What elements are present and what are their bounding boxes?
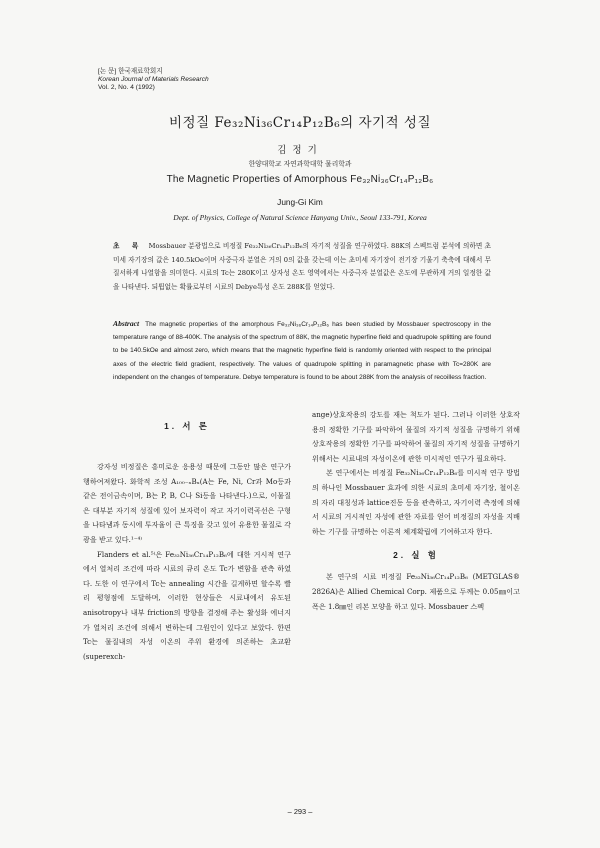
journal-volume: Vol. 2, No. 4 (1992) — [98, 84, 155, 91]
right-column — [312, 408, 520, 614]
experiment-paragraph-1: 본 연구의 시료 비정질 Fe₃₂Ni₃₆Cr₁₄P₁₂B₆ (METGLAS® 2826A)은 Allied Chemical Corp. 제품으로 두께는 0.05㎜이고 폭은 1.8㎜인 리본 모양을 하고 있다. Mossbauer 스펙 — [312, 572, 520, 611]
intro-paragraph-2: Flanders et al.⁵⁾은 Fe₃₂Ni₃₆Cr₁₄P₁₂B₆에 대한 거시적 연구에서 열처리 조건에 따라 시료의 큐리 온도 Tc가 변함을 관측 하였다. 도한 이 연구에서 Tc는 annealing 시간을 길게하면 할수록 빨리 평형점에 도달하며, 이러한 현상들은 시료내에서 유도된 anisotropy나 내부 friction의 방향을 결정해 주는 활성화 에너지가 열처리 조건에 의해서 변하는데 그원인이 있다고 보았다. 한편 Tc는 물질내의 자성 이온의 주위 환경에 의존하는 초교환(superexch- — [83, 549, 291, 661]
abstract-english — [113, 317, 491, 384]
journal-header — [98, 68, 209, 92]
abstract-korean-label: 초 록 — [113, 242, 144, 250]
affiliation-english: Dept. of Physics, College of Natural Science Hanyang Univ., Seoul 133-791, Korea — [173, 213, 427, 222]
abstract-english-text: The magnetic properties of the amorphous Fe₃₂Ni₃₆Cr₁₄P₁₂B₆ has been studied by Mossbauer spectroscopy in the temperature range of 88-400K. The analysis of the spectrum of 88K, the magnetic hyperfine field and quadrupole splitting are found to be 140.5kOe and almost zero, which means that the magnetic hyperfine field is randomly oriented with respect to the principal axes of the electric field gradient, respectively. The values of quadrupole splitting in paramagnetic phase with Tc=280K are independent on the changes of temperature. Debye temperature is found to be about 288K from the analysis of recoilless fraction. — [113, 321, 491, 381]
journal-line-english: Korean Journal of Materials Research — [98, 76, 209, 83]
paper-title-korean: 비정질 Fe₃₂Ni₃₆Cr₁₄P₁₂B₆의 자기적 성질 — [169, 115, 431, 131]
section-heading-introduction: 1. 서 론 — [164, 421, 210, 431]
intro-paragraph-3: ange)상호작용의 강도를 재는 척도가 된다. 그러나 이러한 상호작용의 정확한 기구를 파악하여 물질의 자기적 성질을 규명하기 위해 상호작용의 정확한 기구를 파악하여 물질의 자기적 성질을 규명하기 위해서는 시료내의 자성이온에 관한 미시적인 연구가 필요하다. — [312, 410, 520, 463]
abstract-korean-text: Mossbauer 분광법으로 비정질 Fe₃₂Ni₃₆Cr₁₄P₁₂B₆의 자기적 성질을 연구하였다. 88K의 스펙트럼 분석에 의하면 초미세 자기장의 값은 140.5kOe이며 사중극자 분열은 거의 0의 값을 갖는데 이는 초미세 자기장이 전기장 기울기 축축에 대해서 무질서하게 나열함을 의미한다. 시료의 Tc는 280K이고 상자성 온도 영역에서는 사중극자 분열값은 온도에 무관하게 거의 일정한 값을 나타낸다. 되튐없는 확률로부터 시료의 Debye특성 온도 288K를 얻었다. — [113, 242, 491, 291]
paper-title-english: The Magnetic Properties of Amorphous Fe₃₂Ni₃₆Cr₁₄P₁₂B₆ — [166, 174, 434, 185]
author-name-korean: 김정기 — [277, 145, 323, 156]
journal-line-korean: [논 문] 한국재료학회지 — [98, 68, 163, 75]
abstract-english-label: Abstract — [113, 319, 140, 328]
abstract-korean — [113, 240, 491, 294]
section-heading-experiment: 2. 실 험 — [393, 550, 439, 561]
affiliation-korean: 한양대학교 자연과학대학 물리학과 — [248, 160, 352, 168]
intro-paragraph-1: 강자성 비정질은 흥미로운 응용성 때문에 그동안 많은 연구가 행하여져왔다. 화학적 조성 A₁₀₀₋ₓBₓ(A는 Fe, Ni, Cr과 Mo등과 같은 전이금속이며, B는 P, B, C나 Si등을 나타낸다.)으로, 이물질은 대부분 자기적 성질에 있어 보자력이 작고 자기이력곡선은 구형을 나타냄과 동시에 투자율이 큰 특징을 갖고 있어 유용한 물질로 각광을 받고 있다.¹⁻⁴⁾ — [83, 462, 291, 544]
author-name-english: Jung-Gi Kim — [277, 197, 323, 207]
intro-paragraph-4: 본 연구에서는 비정질 Fe₃₂Ni₃₆Cr₁₄P₁₂B₆를 미시적 연구 방법의 하나인 Mossbauer 효과에 의한 시료의 초미세 자기장, 철이온의 자리 대칭성과 lattice진동 등을 관측하고, 자기이력 측정에 의해서 시료의 거시적인 자성에 관한 자료를 얻어 비정질의 자성을 지배하는 기구를 규명하는 이론적 체계확립에 기여하고자 한다. — [312, 468, 520, 536]
page-number: – 293 – — [287, 807, 313, 816]
left-column — [83, 460, 291, 664]
section-introduction-heading-wrap — [83, 419, 291, 433]
